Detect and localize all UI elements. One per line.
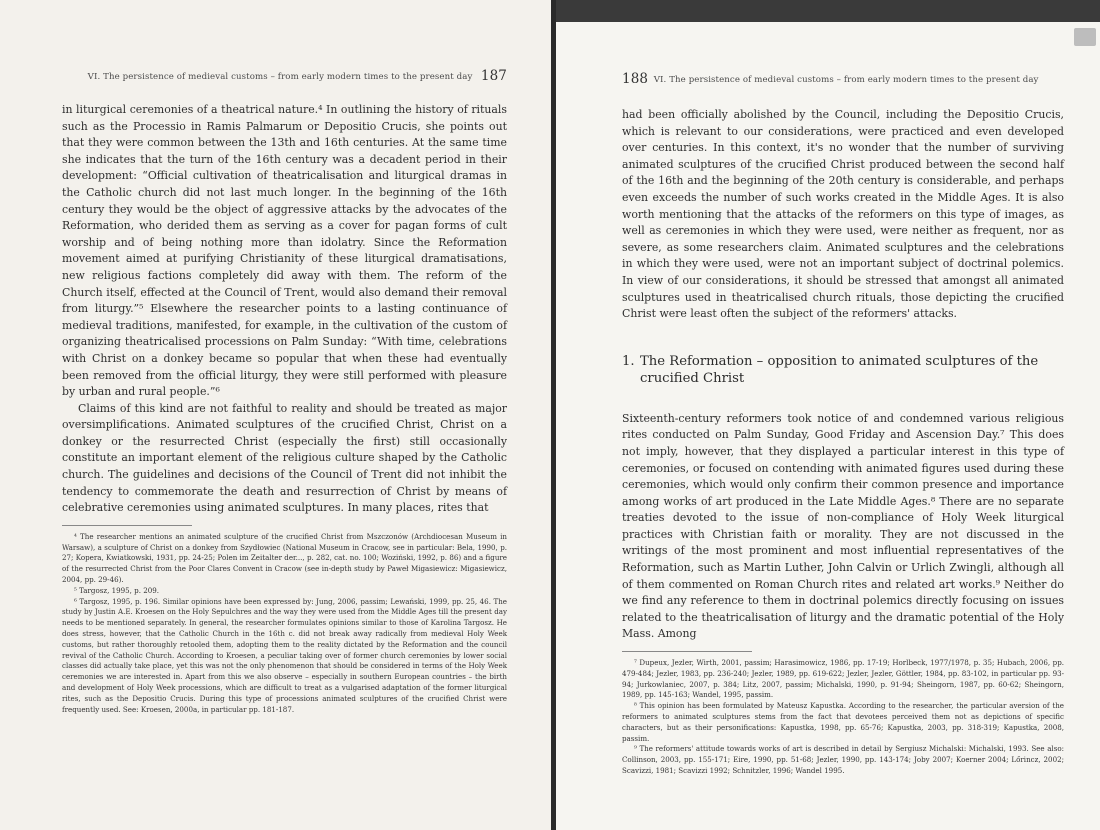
left-paragraph-2: Claims of this kind are not faithful to reality and should be treated as major oversimplifications. Animated sculptures of the crucified Christ, Christ on a donkey or the resurrected Christ (especially the first) still occasionally constitute an important element of the religious culture shaped by the Catholic church. The guidelines and decisions of the Council of Trent did not inhibit the tendency to commemorate the death and resurrection of Christ by means of celebrative ceremonies using animated sculptures. In many places, rites that (62, 401, 507, 515)
section-number: 1. (622, 353, 635, 369)
page-corner-tab (1074, 28, 1096, 46)
right-running-head (622, 69, 1064, 89)
right-page-number: 188 (622, 71, 649, 87)
left-footnote-5: ⁵ Targosz, 1995, p. 209. (74, 585, 160, 595)
right-footnote-7: ⁷ Dupeux, Jezler, Wirth, 2001, passim; Harasimowicz, 1986, pp. 17-19; Horlbeck, 1977/1978, p. 35; Hubach, 2006, pp. 479-484; Jezler, 1983, pp. 236-240; Jezler, 1989, pp. 619-622; Jezler, Jezler, Göttler, 1984, pp. 83-102, in particular pp. 93-94; Jurkowlaniec, 2007, p. 384; Litz, 2007, passim; Michalski, 1990, p. 91-94; Sheingorn, 1987, pp. 60-62; Sheingorn, 1989, pp. 145-163; Wandel, 1995, passim. (622, 658, 1064, 700)
right-page (556, 22, 1100, 830)
section-title: The Reformation – opposition to animated sculptures of the crucified Christ (640, 353, 1039, 386)
left-page-number: 187 (480, 68, 507, 84)
left-footnote-4: ⁴ The researcher mentions an animated sculpture of the crucified Christ from Mszczonów (Archdiocesan Museum in Warsaw), a sculpture of Christ on a donkey from Szydłowiec (National Museum in Cracow, see in particular: Bela, 1990, p. 27; Kopera, Kwiatkowski, 1931, pp. 24-25; Polen im Zeitalter der..., p. 282, cat. no. 100; Woziński, 1992, p. 86) and a figure of the resurrected Christ from the Poor Clares Convent in Cracow (see in-depth study by Paweł Migasiewicz: Migasiewicz, 2004, pp. 29-46). (62, 531, 507, 585)
left-footnote-rule (62, 525, 192, 526)
left-running-head-text: VI. The persistence of medieval customs – from early modern times to the present day (87, 72, 473, 82)
section-heading (622, 353, 1064, 387)
right-running-head-text: VI. The persistence of medieval customs – from early modern times to the present day (653, 75, 1039, 85)
right-paragraph-2: Sixteenth-century reformers took notice of and condemned various religious rites conducted on Palm Sunday, Good Friday and Ascension Day.⁷ This does not imply, however, that they displayed a particular interest in this type of ceremonies, or focused on contending with animated figures used during these ceremonies, which would only confirm their common presence and importance among works of art produced in the Late Middle Ages.⁸ There are no separate treaties devoted to the issue of non-compliance of Holy Week liturgical practices with Christian faith or morality. They are not discussed in the writings of the most prominent and most influential representatives of the Reformation, such as Martin Luther, John Calvin or Urlich Zwingli, although all of them commented on Roman Church rites and related art works.⁹ Neither do we find any reference to them in doctrinal polemics directly focusing on issues related to the theatricalisation of liturgy and the dramatic potential of the Holy Mass. Among (622, 411, 1064, 641)
right-paragraph-1: had been officially abolished by the Council, including the Depositio Crucis, which is relevant to our considerations, were practiced and even developed over centuries. In this context, it's no wonder that the number of surviving animated sculptures of the crucified Christ produced between the second half of the 16th and the beginning of the 20th century is considerable, and perhaps even exceeds the number of such works created in the Middle Ages. It is also worth mentioning that the attacks of the reformers on this type of images, as well as ceremonies in which they were used, were neither as frequent, nor as severe, as some researchers claim. Animated sculptures and the celebrations in which they were used, were not an important subject of doctrinal polemics. In view of our considerations, it should be stressed that amongst all animated sculptures used in theatricalised church rituals, those depicting the crucified Christ were least often the subject of the reformers' attacks. (622, 108, 1064, 321)
right-footnote-rule (622, 651, 752, 652)
right-footnote-8: ⁸ This opinion has been formulated by Mateusz Kapustka. According to the researcher, the particular aversion of the reformers to animated sculptures stems from the fact that devotees perceived them not as depictions of specific characters, but as their personifications: Kapustka, 1998, pp. 65-76; Kapustka, 2003, pp. 318-319; Kapustka, 2008, passim. (622, 701, 1064, 743)
right-footnote-9: ⁹ The reformers' attitude towards works of art is described in detail by Sergiusz Michalski: Michalski, 1993. See also: Collinson, 2003, pp. 155-171; Eire, 1990, pp. 51-68; Jezler, 1990, pp. 143-174; Joby 2007; Koerner 2004; Lőrincz, 2002; Scavizzi, 1981; Scavizzi 1992; Schnitzler, 1996; Wandel 1995. (622, 744, 1064, 775)
left-paragraph-1: in liturgical ceremonies of a theatrical nature.⁴ In outlining the history of rituals such as the Processio in Ramis Palmarum or Depositio Crucis, she points out that they were common between the 13th and 16th centuries. At the same time she indicates that the turn of the 16th century was a decadent period in their development: “Official cultivation of theatricalisation and liturgical dramas in the Catholic church did not last much longer. In the beginning of the 16th century they would be the object of aggressive attacks by the advocates of the Reformation, who derided them as serving as a cover for pagan forms of cult worship and of being nothing more than idolatry. Since the Reformation movement aimed at purifying Christianity of these liturgical dramatisations, new religious factions completely did away with them. The reform of the Church itself, effected at the Council of Trent, would also demand their removal from liturgy.”⁵ Elsewhere the researcher points to a lasting continuance of medieval traditions, manifested, for example, in the cultivation of the custom of organizing theatricalised processions on Palm Sunday: “With time, celebrations with Christ on a donkey became so popular that when these had eventually been removed from the official liturgy, they were still performed with pleasure by urban and rural people.”⁶ (62, 103, 507, 399)
left-footnote-6: ⁶ Targosz, 1995, p. 196. Similar opinions have been expressed by: Jung, 2006, passim; Lewański, 1999, pp. 25, 46. The study by Justin A.E. Kroesen on the Holy Sepulchres and the way they were used from the Middle Ages till the present day needs to be mentioned separately. In general, the researcher formulates opinions similar to those of Karolina Targosz. He does stress, however, that the Catholic Church in the 16th c. did not break away radically from medieval Holy Week customs, but rather thoroughly retooled them, adopting them to the reality dictated by the Reformation and the council revival of the Catholic Church. According to Kroesen, a peculiar taking over of former church ceremonies by lower social classes did actually take place, yet this was not the only phenomenon that should be considered in terms of the Holy Week ceremonies we are interested in. Apart from this we also observe – especially in southern European countries – the birth and development of Holy Week processions, which are difficult to treat as a vulgarised adaptation of the former liturgical rites, such as the Depositio Crucis. During this type of processions animated sculptures of the crucified Christ were frequently used. See: Kroesen, 2000a, in particular pp. 181-187. (62, 596, 507, 714)
left-running-head (62, 66, 507, 86)
